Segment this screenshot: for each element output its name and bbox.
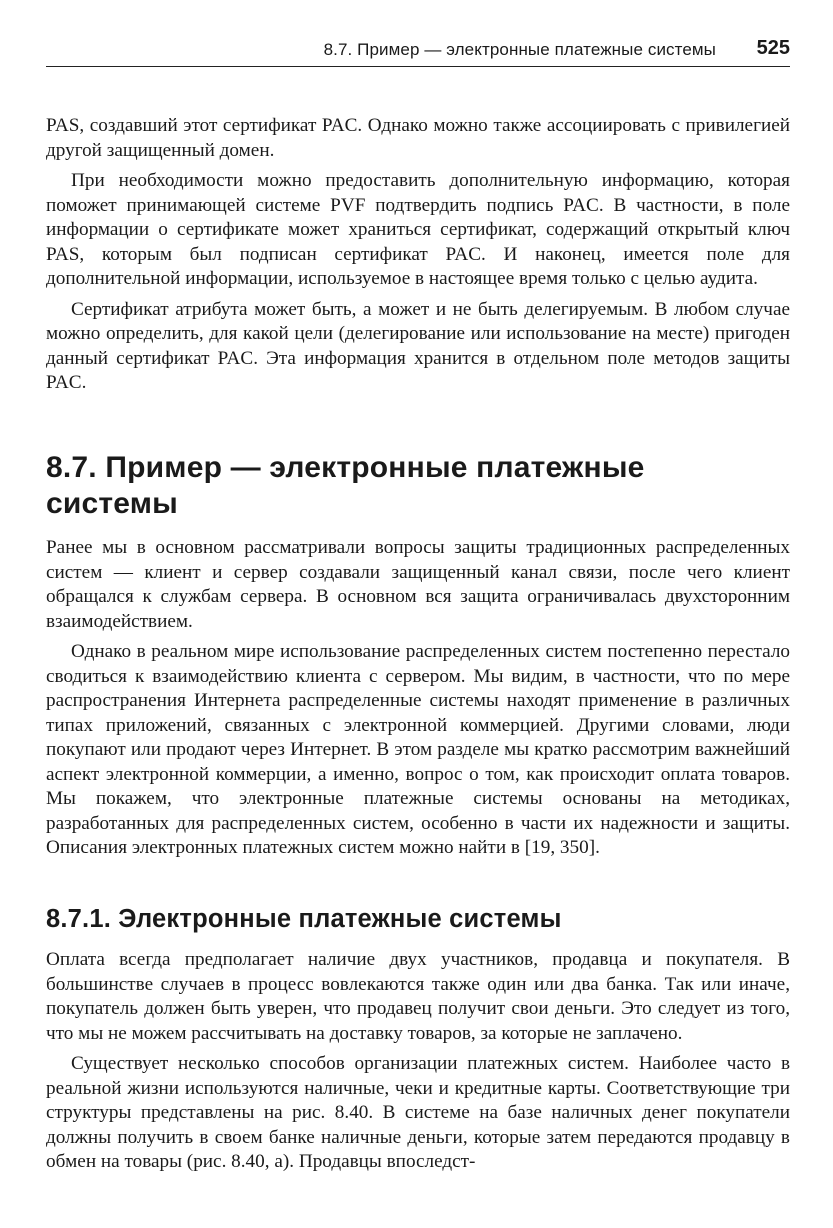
subsection-heading: 8.7.1. Электронные платежные системы	[46, 905, 562, 933]
intro-text	[46, 114, 790, 396]
running-header	[46, 36, 790, 67]
section-heading-line: 8.7. Пример — электронные платежные	[46, 451, 645, 484]
subsection-text	[46, 948, 790, 1175]
paragraph: Сертификат атрибута может быть, а может и не быть делегируемым. В любом случае можно определить, для какой цели (делегирование или использование на месте) пригоден данный сертификат PAC. Эта информация хранится в отдельном поле методов защиты PAC.	[46, 298, 790, 393]
paragraph: Ранее мы в основном рассматривали вопросы защиты традиционных распределенных систем — клиент и сервер создавали защищенный канал связи, после чего клиент обращался к службам сервера. В основном вся защита ограничивалась двухсторонним взаимодействием.	[46, 537, 790, 632]
section-text	[46, 536, 790, 861]
paragraph: Оплата всегда предполагает наличие двух участников, продавца и покупателя. В большинстве случаев в процесс вовлекаются также один или два банка. Так или иначе, покупатель должен быть уверен, что продавец получит свои деньги. Это следует из того, что мы не можем рассчитывать на доставку товаров, за которые не заплачено.	[46, 949, 790, 1044]
running-title: 8.7. Пример — электронные платежные системы	[323, 40, 716, 59]
paragraph: При необходимости можно предоставить дополнительную информацию, которая поможет принимающей системе PVF подтвердить подпись PAC. В частности, в поле информации о сертификате может храниться сертификат, содержащий открытый ключ PAS, которым был подписан сертификат PAC. И наконец, имеется поле для дополнительной информации, используемое в настоящее время только с целью аудита.	[46, 170, 790, 289]
section-heading-line: системы	[46, 487, 179, 520]
paragraph: Существует несколько способов организации платежных систем. Наиболее часто в реальной жизни используются наличные, чеки и кредитные карты. Соответствующие три структуры представлены на рис. 8.40. В системе на базе наличных денег покупатели должны получить в своем банке наличные деньги, которые затем передаются продавцу в обмен на товары (рис. 8.40, а). Продавцы впоследст-	[46, 1053, 790, 1172]
paragraph: PAS, создавший этот сертификат PAC. Однако можно также ассоциировать с привилегией другой защищенный домен.	[46, 115, 790, 161]
page-number: 525	[756, 37, 790, 59]
paragraph: Однако в реальном мире использование распределенных систем постепенно перестало сводиться к взаимодействию клиента с сервером. Мы видим, в частности, что по мере распространения Интернета распределенные системы находят применение в различных типах приложений, связанных с электронной коммерцией. Другими словами, люди покупают или продают через Интернет. В этом разделе мы кратко рассмотрим важнейший аспект электронной коммерции, а именно, вопрос о том, как происходит оплата товаров. Мы покажем, что электронные платежные системы основаны на методиках, разработанных для распределенных систем, особенно в части их надежности и защиты. Описания электронных платежных систем можно найти в [19, 350].	[46, 641, 790, 858]
section-heading	[46, 450, 790, 522]
